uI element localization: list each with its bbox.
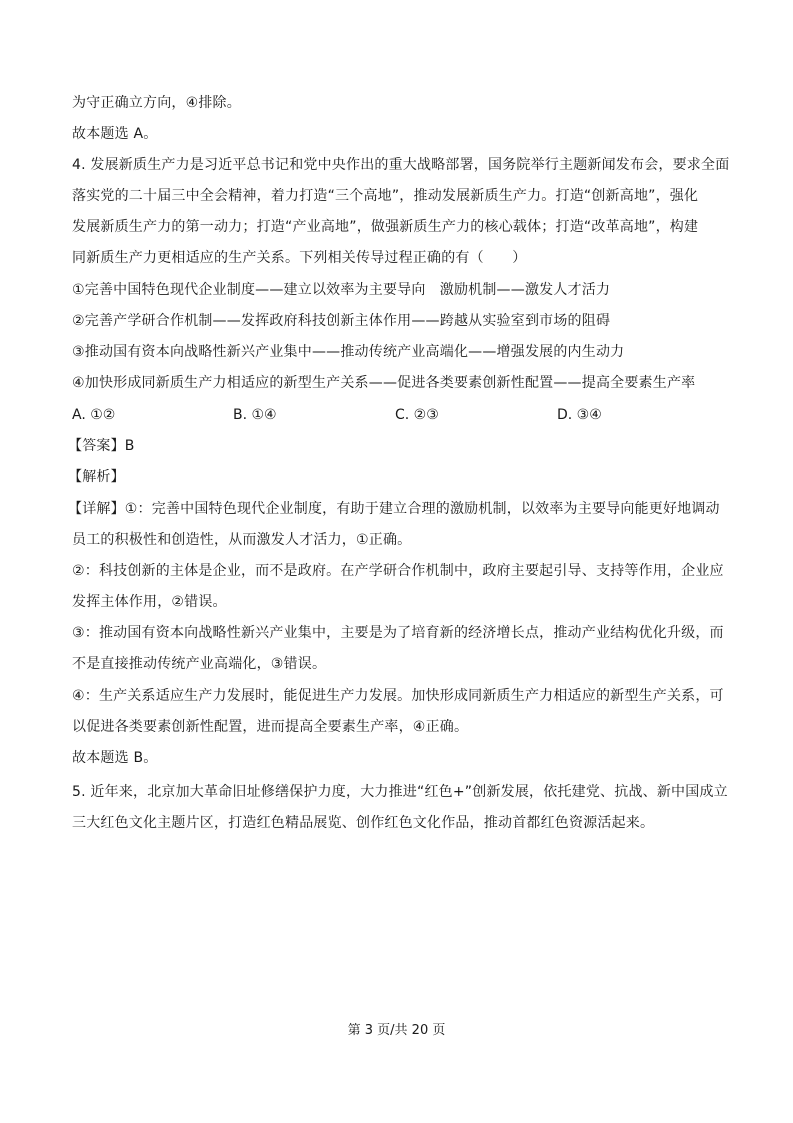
q4-statement-4: ④加快形成同新质生产力相适应的新型生产关系——促进各类要素创新性配置——提高全要素生产率: [72, 375, 696, 391]
q4-option-a: A. ①②: [72, 407, 116, 423]
q4-statement-1: ①完善中国特色现代企业制度——建立以效率为主要导向 激励机制——激发人才活力: [72, 282, 611, 298]
q4-analysis-label: 【解析】: [68, 469, 125, 485]
q4-analysis-line: ④：生产关系适应生产力发展时，能促进生产力发展。加快形成同新质生产力相适应的新型生产关系，可: [72, 688, 724, 704]
q5-stem-line: 5. 近年来，北京加大革命旧址修缮保护力度，大力推进“红色+”创新发展，依托建党、抗战、新中国成立: [72, 784, 728, 800]
previous-question-conclusion: 故本题选 A。: [72, 126, 158, 142]
q4-statement-3: ③推动国有资本向战略性新兴产业集中——推动传统产业高端化——增强发展的内生动力: [72, 344, 625, 360]
q4-analysis-line: 员工的积极性和创造性，从而激发人才活力，①正确。: [72, 532, 412, 548]
q4-answer: 【答案】B: [68, 438, 135, 454]
q4-conclusion: 故本题选 B。: [72, 750, 158, 766]
q4-option-b: B. ①④: [233, 407, 277, 423]
q4-analysis-line: ②：科技创新的主体是企业，而不是政府。在产学研合作机制中，政府主要起引导、支持等作用，企业应: [72, 563, 724, 579]
q4-stem-line: 落实党的二十届三中全会精神，着力打造“三个高地”，推动发展新质生产力。打造“创新高地”，强化: [72, 188, 699, 204]
q4-stem-line: 同新质生产力更相适应的生产关系。下列相关传导过程正确的有（ ）: [72, 250, 527, 266]
q4-analysis-line: 发挥主体作用，②错误。: [72, 594, 227, 610]
q4-option-c: C. ②③: [395, 407, 439, 423]
q4-statement-2: ②完善产学研合作机制——发挥政府科技创新主体作用——跨越从实验室到市场的阻碍: [72, 313, 611, 329]
q4-option-d: D. ③④: [557, 407, 602, 423]
q4-stem-line: 4. 发展新质生产力是习近平总书记和党中央作出的重大战略部署，国务院举行主题新闻发布会，要求全面: [72, 157, 730, 173]
page-number: 第 3 页/共 20 页: [347, 1023, 446, 1038]
q4-analysis-line: ③：推动国有资本向战略性新兴产业集中，主要是为了培育新的经济增长点，推动产业结构优化升级，而: [72, 625, 724, 641]
q5-stem-line: 三大红色文化主题片区，打造红色精品展览、创作红色文化作品，推动首都红色资源活起来。: [72, 815, 655, 831]
q4-analysis-line: 以促进各类要素创新性配置，进而提高全要素生产率，④正确。: [72, 719, 469, 735]
q4-stem-line: 发展新质生产力的第一动力；打造“产业高地”，做强新质生产力的核心载体；打造“改革高地”，构建: [72, 219, 699, 235]
previous-question-tail: 为守正确立方向，④排除。: [72, 95, 241, 111]
q4-analysis-line: 不是直接推动传统产业高端化，③错误。: [72, 656, 327, 672]
q4-analysis-line: 【详解】①：完善中国特色现代企业制度，有助于建立合理的激励机制，以效率为主要导向能更好地调动: [68, 501, 720, 517]
